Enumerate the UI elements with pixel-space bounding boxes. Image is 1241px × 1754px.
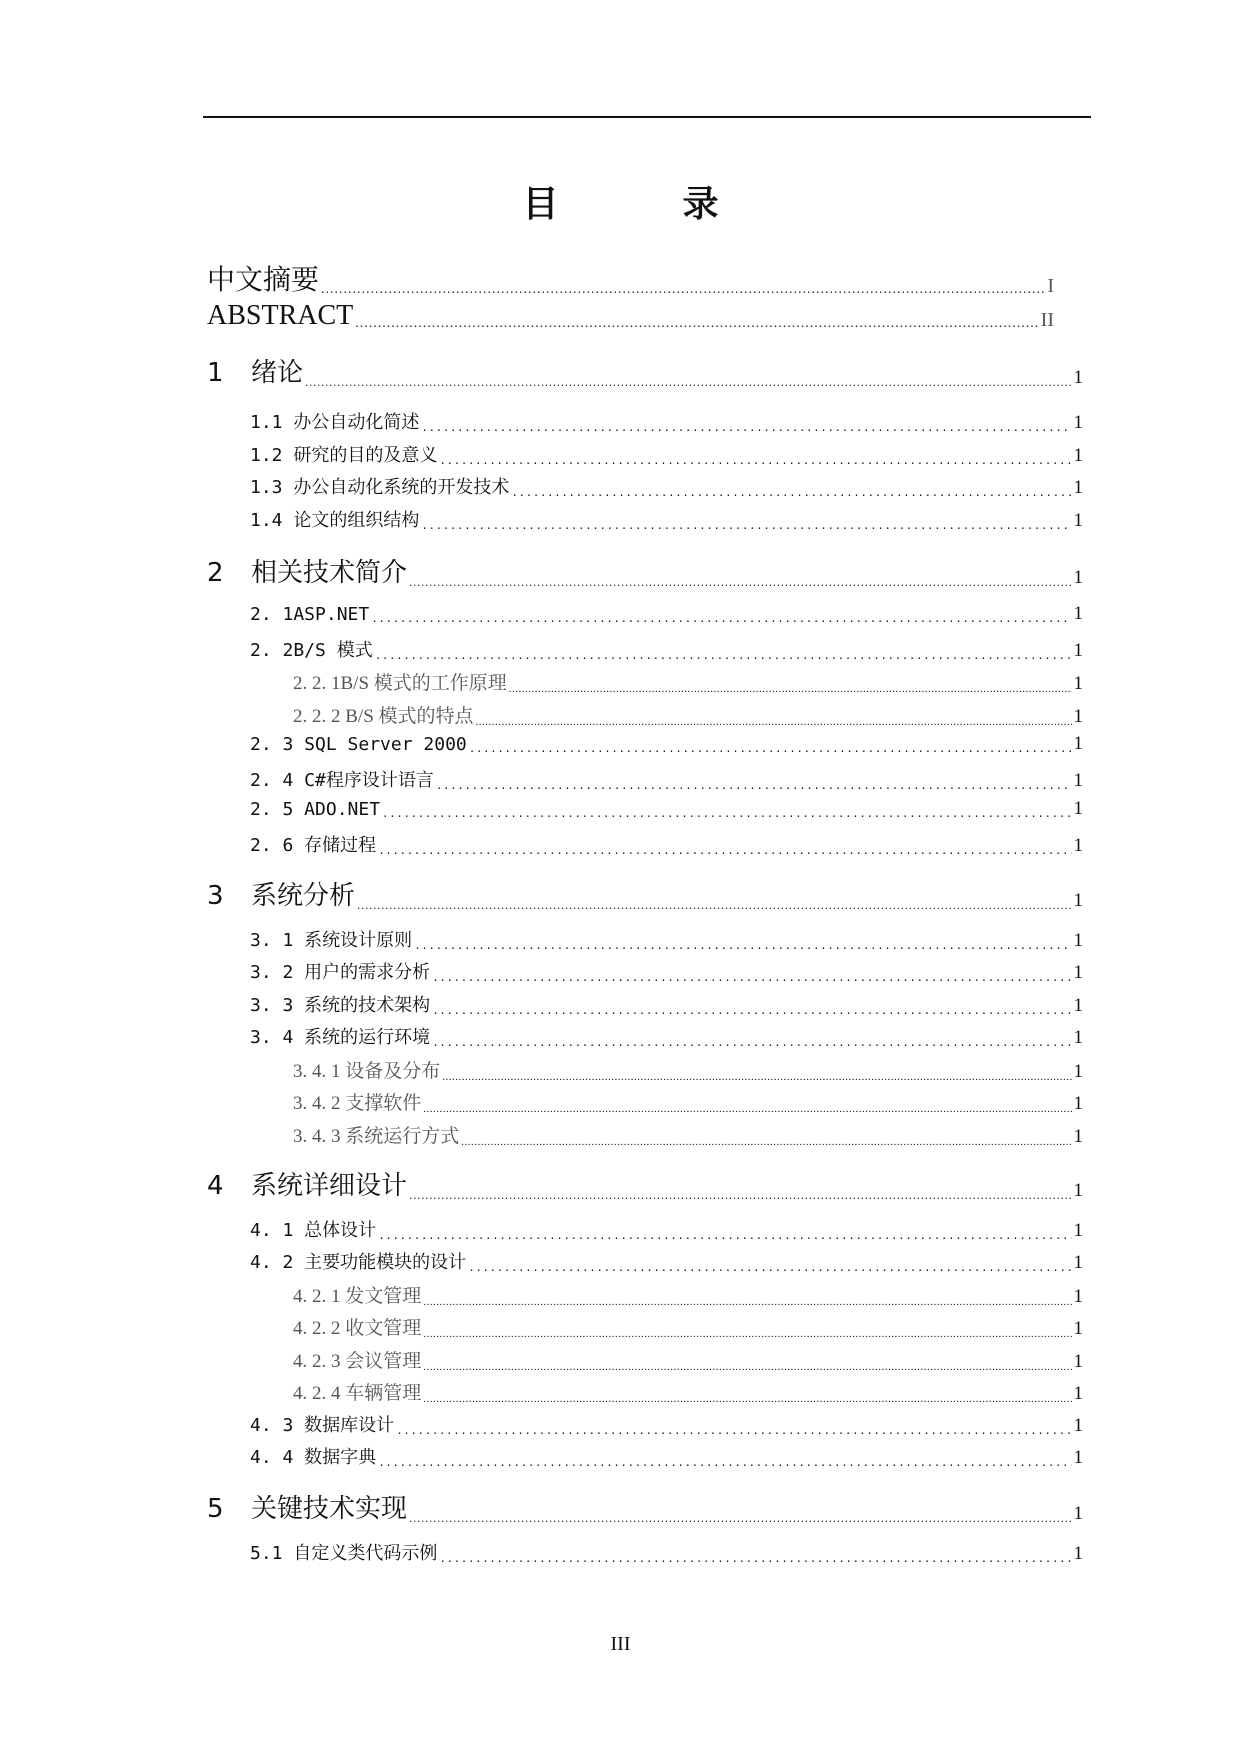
toc-section-4-4[interactable] [250,1443,1083,1469]
toc-entry-text: 4. 2. 4 车辆管理 [293,1383,422,1404]
toc-entry-page: 1 [1073,1027,1083,1048]
toc-entry-page: 1 [1073,706,1083,727]
toc-entry-text: 关键技术实现 [251,1494,408,1524]
toc-entry-text: 绪论 [251,358,304,388]
toc-entry-page: 1 [1073,1383,1083,1404]
toc-entry-abstract-en[interactable] [207,300,1054,332]
toc-entry-page: 1 [1073,1180,1083,1201]
page-title: 目 录 [522,184,763,225]
toc-entry-text: 系统详细设计 [251,1171,408,1201]
toc-section-4-2[interactable] [250,1248,1083,1274]
toc-entry-page: 1 [1073,1503,1083,1524]
toc-entry-page: 1 [1073,1447,1083,1468]
toc-entry-page: 1 [1073,733,1083,754]
toc-section-4-3[interactable] [250,1411,1083,1437]
toc-section-2-3[interactable] [250,733,1083,755]
toc-entry-text: 3. 2 用户的需求分析 [250,962,431,983]
toc-chapter-number: 3 [207,881,224,911]
toc-entry-page: 1 [1073,567,1083,588]
toc-entry-page: 1 [1073,673,1083,694]
toc-entry-page: 1 [1073,1351,1083,1372]
toc-entry-text: 4. 2. 2 收文管理 [293,1318,422,1339]
toc-subsection-2-2-1[interactable] [293,668,1083,695]
toc-entry-page: 1 [1073,962,1083,983]
toc-chapter-number: 5 [207,1494,224,1524]
toc-chapter-number: 2 [207,558,224,588]
toc-subsection-4-2-3[interactable] [293,1346,1083,1373]
toc-entry-page: 1 [1073,1126,1083,1147]
toc-entry-page: 1 [1073,477,1083,498]
toc-entry-text: 1.3 办公自动化系统的开发技术 [250,477,510,498]
toc-entry-text: 3. 3 系统的技术架构 [250,995,431,1016]
page-number: III [610,1633,631,1655]
toc-entry-page: I [1047,275,1054,297]
toc-entry-text: ABSTRACT [207,300,354,331]
toc-subsection-2-2-2[interactable] [293,701,1083,728]
toc-chapter-4[interactable] [207,1165,1083,1202]
toc-section-2-2[interactable] [250,636,1083,662]
toc-entry-page: 1 [1073,798,1083,819]
toc-entry-page: 1 [1073,640,1083,661]
toc-entry-text: 3. 4 系统的运行环境 [250,1027,431,1048]
toc-entry-page: 1 [1073,1543,1083,1564]
toc-entry-page: 1 [1073,835,1083,856]
toc-section-4-1[interactable] [250,1216,1083,1242]
toc-section-3-3[interactable] [250,991,1083,1017]
toc-entry-text: 2. 2B/S 模式 [250,640,373,661]
toc-entry-page: 1 [1073,1318,1083,1339]
toc-entry-page: 1 [1073,1093,1083,1114]
toc-entry-text: 2. 3 SQL Server 2000 [250,734,467,755]
toc-entry-page: 1 [1073,1061,1083,1082]
toc-subsection-3-4-3[interactable] [293,1121,1083,1148]
toc-entry-page: II [1040,309,1054,331]
toc-subsection-3-4-1[interactable] [293,1056,1083,1083]
toc-entry-page: 1 [1073,367,1083,388]
toc-entry-text: 2. 2. 2 B/S 模式的特点 [293,706,474,727]
toc-entry-page: 1 [1073,1220,1083,1241]
toc-entry-text: 2. 2. 1B/S 模式的工作原理 [293,673,507,694]
toc-entry-text: 5.1 自定义类代码示例 [250,1543,438,1564]
toc-section-3-2[interactable] [250,958,1083,984]
toc-entry-page: 1 [1073,1415,1083,1436]
toc-section-1-3[interactable] [250,473,1083,499]
toc-section-1-4[interactable] [250,506,1083,532]
toc-entry-text: 2. 1ASP.NET [250,604,370,625]
toc-entry-text: 1.4 论文的组织结构 [250,510,420,531]
toc-entry-text: 2. 5 ADO.NET [250,799,381,820]
toc-entry-page: 1 [1073,1286,1083,1307]
toc-entry-text: 1.1 办公自动化简述 [250,412,420,433]
toc-subsection-4-2-4[interactable] [293,1378,1083,1405]
toc-entry-text: 4. 2. 3 会议管理 [293,1351,422,1372]
toc-entry-text: 4. 2. 1 发文管理 [293,1286,422,1307]
toc-chapter-1[interactable] [207,352,1083,389]
toc-entry-text: 4. 2 主要功能模块的设计 [250,1252,467,1273]
toc-entry-page: 1 [1073,995,1083,1016]
toc-subsection-4-2-1[interactable] [293,1281,1083,1308]
toc-chapter-number: 4 [207,1171,224,1201]
toc-section-3-4[interactable] [250,1023,1083,1049]
toc-entry-text: 3. 4. 2 支撑软件 [293,1093,422,1114]
toc-entry-text: 相关技术简介 [251,558,408,588]
toc-entry-page: 1 [1073,890,1083,911]
toc-chapter-2[interactable] [207,552,1083,589]
toc-entry-text: 3. 4. 3 系统运行方式 [293,1126,460,1147]
toc-chapter-5[interactable] [207,1488,1083,1525]
toc-entry-page: 1 [1073,445,1083,466]
toc-entry-text: 中文摘要 [207,265,320,296]
toc-entry-text: 1.2 研究的目的及意义 [250,445,438,466]
toc-section-1-2[interactable] [250,441,1083,467]
toc-section-2-6[interactable] [250,831,1083,857]
toc-section-2-4[interactable] [250,766,1083,792]
toc-entry-text: 4. 1 总体设计 [250,1220,377,1241]
toc-entry-text: 2. 6 存储过程 [250,835,377,856]
toc-entry-page: 1 [1073,603,1083,624]
toc-entry-text: 2. 4 C#程序设计语言 [250,770,434,791]
toc-entry-page: 1 [1073,930,1083,951]
toc-entry-text: 3. 4. 1 设备及分布 [293,1061,441,1082]
toc-chapter-number: 1 [207,358,224,388]
toc-subsection-3-4-2[interactable] [293,1088,1083,1115]
toc-subsection-4-2-2[interactable] [293,1313,1083,1340]
toc-chapter-3[interactable] [207,875,1083,912]
toc-entry-text: 4. 4 数据字典 [250,1447,377,1468]
toc-entry-page: 1 [1073,1252,1083,1273]
toc-section-5-1[interactable] [250,1539,1083,1565]
toc-section-2-1[interactable] [250,603,1083,625]
toc-entry-page: 1 [1073,412,1083,433]
toc-entry-page: 1 [1073,510,1083,531]
toc-section-1-1[interactable] [250,408,1083,434]
toc-entry-abstract-cn[interactable] [207,258,1054,298]
toc-section-3-1[interactable] [250,926,1083,952]
toc-entry-text: 3. 1 系统设计原则 [250,930,413,951]
toc-entry-text: 4. 3 数据库设计 [250,1415,395,1436]
toc-entry-page: 1 [1073,770,1083,791]
toc-section-2-5[interactable] [250,798,1083,820]
toc-entry-text: 系统分析 [251,881,356,911]
